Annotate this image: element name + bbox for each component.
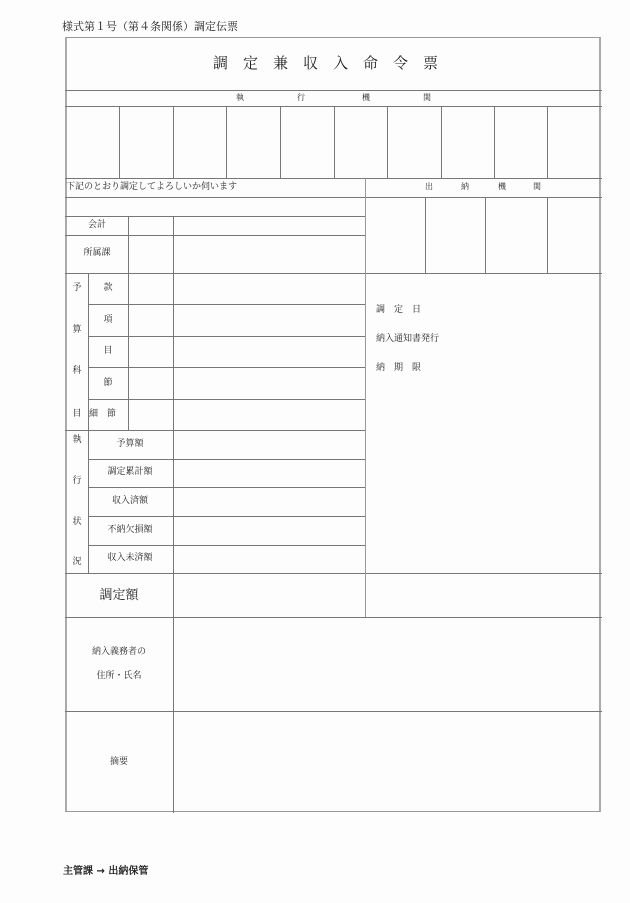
divider — [365, 178, 366, 617]
divider — [88, 367, 365, 368]
divider — [65, 216, 365, 217]
status-group-char: 執 — [72, 435, 82, 445]
divider — [88, 399, 365, 400]
accounting-label: 会計 — [87, 220, 107, 230]
divider — [547, 197, 548, 273]
request-text: 下記のとおり調定してよろしいか伺います — [66, 182, 238, 192]
divider — [88, 304, 365, 305]
divider — [547, 106, 548, 178]
budget-item-label: 項 — [103, 315, 113, 325]
divider — [173, 106, 174, 178]
divider — [65, 711, 602, 712]
status-item-label: 調定累計額 — [107, 467, 153, 477]
cashier-header-char: 機 — [498, 182, 506, 191]
cashier-header-char: 納 — [461, 182, 469, 191]
status-item-label: 収入済額 — [111, 496, 149, 506]
divider — [65, 178, 602, 179]
divider — [280, 106, 281, 178]
department-label: 所属課 — [83, 248, 111, 258]
divider — [88, 516, 365, 517]
status-group-char: 況 — [72, 557, 82, 567]
status-group-char: 状 — [72, 517, 82, 527]
assessment-date-label: 調 定 日 — [376, 305, 422, 315]
divider — [485, 197, 486, 273]
summary-label: 摘要 — [109, 757, 129, 767]
form-title: 調定兼収入命令票 — [212, 54, 454, 72]
divider — [88, 459, 365, 460]
budget-group-char: 予 — [72, 283, 82, 293]
budget-item-label: 細 節 — [89, 409, 117, 419]
status-item-label: 収入未済額 — [107, 553, 153, 563]
divider — [387, 106, 388, 178]
exec-org-header-char: 執 — [236, 93, 244, 102]
divider — [119, 106, 120, 178]
status-item-label: 予算額 — [116, 439, 144, 449]
budget-group-char: 科 — [72, 366, 82, 376]
status-group-char: 行 — [72, 476, 82, 486]
status-item-label: 不納欠損額 — [107, 525, 153, 535]
budget-item-label: 節 — [103, 378, 113, 388]
divider — [88, 336, 365, 337]
routing-footer: 主管課 → 出納保管 — [63, 866, 149, 877]
divider — [65, 273, 602, 274]
budget-item-label: 款 — [103, 283, 113, 293]
exec-org-header-char: 関 — [423, 93, 431, 102]
assessed-amount-label: 調定額 — [99, 588, 139, 603]
divider — [65, 430, 365, 431]
divider — [425, 197, 426, 273]
due-date-label: 納 期 限 — [376, 363, 422, 373]
cashier-header-char: 関 — [533, 182, 541, 191]
payer-label-line2: 住所・氏名 — [96, 671, 142, 681]
divider — [494, 106, 495, 178]
divider — [65, 573, 602, 574]
divider — [88, 487, 365, 488]
divider — [65, 197, 602, 198]
exec-org-header-char: 行 — [297, 93, 305, 102]
budget-group-char: 算 — [72, 325, 82, 335]
form-number-label: 様式第１号（第４条関係）調定伝票 — [62, 20, 238, 33]
divider — [88, 545, 365, 546]
divider — [226, 106, 227, 178]
cashier-header-char: 出 — [425, 182, 433, 191]
form-outer-frame — [65, 37, 601, 812]
divider — [88, 273, 89, 573]
divider — [65, 235, 365, 236]
divider — [173, 216, 174, 813]
divider — [65, 90, 602, 91]
notice-issued-label: 納入通知書発行 — [376, 334, 440, 344]
budget-group-char: 目 — [72, 409, 82, 419]
divider — [334, 106, 335, 178]
budget-item-label: 目 — [103, 346, 113, 356]
divider — [441, 106, 442, 178]
divider — [65, 617, 602, 618]
exec-org-header-char: 機 — [362, 93, 370, 102]
divider — [128, 216, 129, 430]
payer-label-line1: 納入義務者の — [91, 647, 147, 657]
